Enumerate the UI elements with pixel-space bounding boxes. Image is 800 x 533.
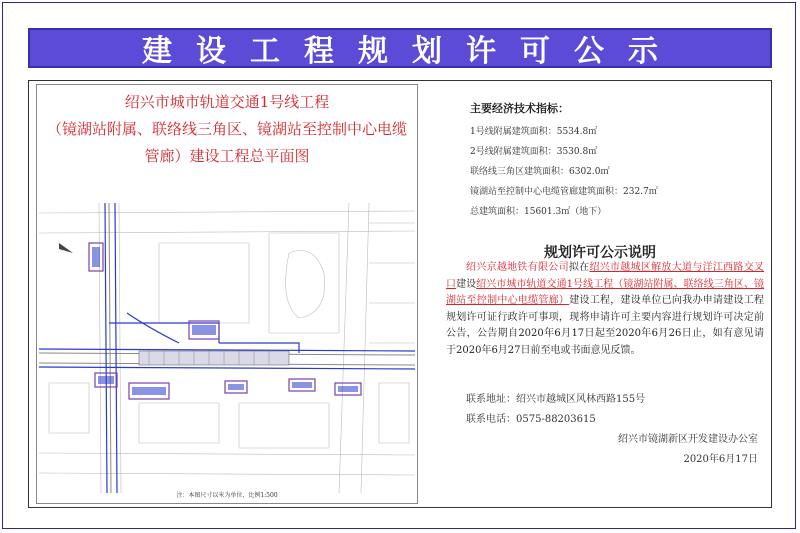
contact-address: 联系地址：绍兴市越城区风林西路155号 (466, 394, 646, 405)
notice-text-2: 建设 (456, 278, 477, 290)
contact-phone: 联系电话：0575-88203615 (466, 414, 596, 425)
site-plan-panel (36, 84, 418, 504)
notice-text-1: 拟在 (568, 262, 590, 273)
issuing-office: 绍兴市镜湖新区开发建设办公室 (618, 434, 758, 445)
indicator-item: 总建筑面积：15601.3㎡（地下） (470, 207, 607, 217)
applicant-name: 绍兴京越地铁有限公司 (466, 262, 569, 273)
info-panel (430, 84, 770, 504)
project-location: 绍兴市越城区解放大道与洋江西路交叉口 (446, 262, 765, 290)
indicators-title: 主要经济技术指标： (470, 102, 569, 115)
notice-title: 规划许可公示说明 (544, 245, 656, 261)
indicator-item: 2号线附属建筑面积：3530.8㎡ (470, 147, 598, 157)
site-plan-title-line-3: 管廊）建设工程总平面图 (144, 147, 310, 165)
notice-date: 2020年6月17日 (683, 454, 758, 465)
notice-text-3: 建设工程，建设单位已向我办申请建设工程规划许可证行政许可事项，现将申请许可主要内容进行规划许可决定前公告，公告期自2020年6月17日起至2020年6月26日止，如有意见请于2020年6月27日前至电或书面意见反馈。 (446, 295, 765, 356)
notice-body (446, 260, 764, 359)
site-plan-title-line-1: 绍兴市城市轨道交通1号线工程 (124, 93, 330, 111)
site-plan-note: 注：本图尺寸以米为单位，比例1:500 (176, 492, 278, 499)
project-name: 绍兴市城市轨道交通1号线工程（镜湖站附属、联络线三角区、镜湖站至控制中心电缆管廊） (446, 278, 765, 306)
page-title: 建设工程规划许可公示 (142, 34, 682, 69)
indicator-item: 镜湖站至控制中心电缆管廊建筑面积：232.7㎡ (470, 187, 658, 197)
site-plan-title-line-2: （镜湖站附属、联络线三角区、镜湖站至控制中心电缆 (46, 120, 407, 138)
title-banner (28, 28, 772, 68)
indicator-item: 1号线附属建筑面积：5534.8㎡ (470, 127, 598, 137)
site-plan-title (37, 89, 417, 170)
site-plan-drawing (39, 203, 415, 493)
indicator-item: 联络线三角区建筑面积：6302.0㎡ (470, 167, 610, 177)
